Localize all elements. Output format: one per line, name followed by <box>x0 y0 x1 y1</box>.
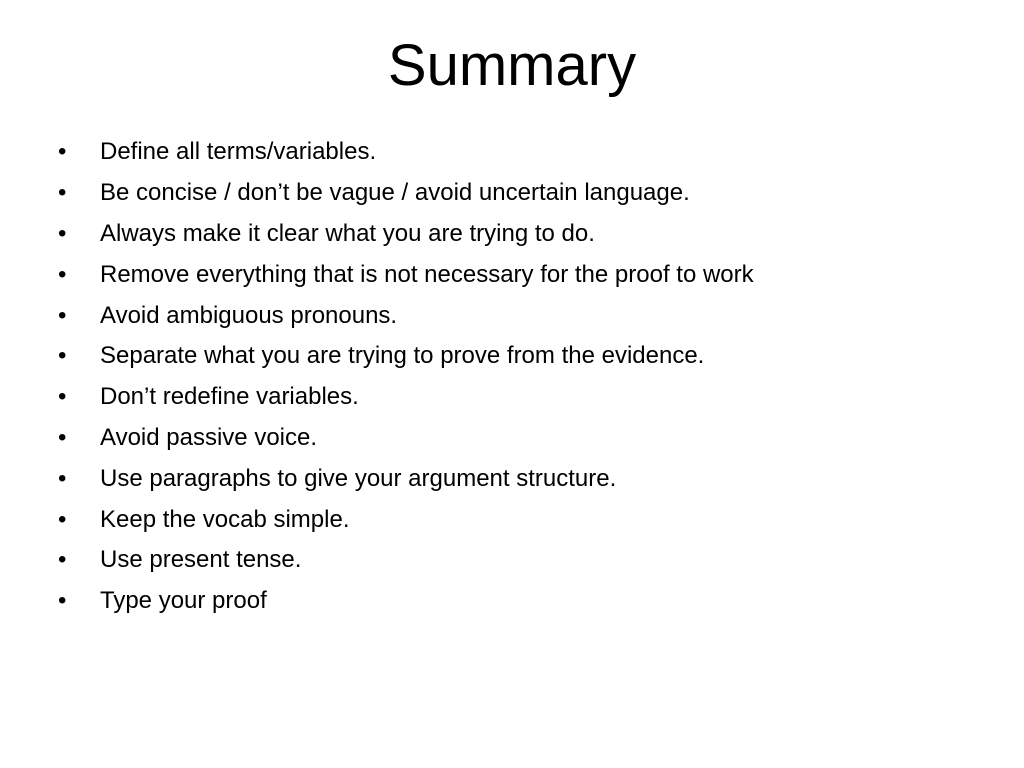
bullet-text: Avoid passive voice. <box>100 423 318 451</box>
bullet-item <box>58 132 988 173</box>
bullet-item <box>58 418 988 459</box>
bullet-text: Avoid ambiguous pronouns. <box>100 301 398 329</box>
bullet-item <box>58 581 988 622</box>
bullet-icon: • <box>58 138 67 166</box>
bullet-text: Be concise / don’t be vague / avoid uncertain language. <box>100 179 690 207</box>
bullet-icon: • <box>58 464 67 492</box>
bullet-item <box>58 336 988 377</box>
bullet-text: Keep the vocab simple. <box>100 505 350 533</box>
bullet-text: Remove everything that is not necessary for the proof to work <box>100 260 754 288</box>
bullet-icon: • <box>58 546 67 574</box>
bullet-icon: • <box>58 260 67 288</box>
bullet-icon: • <box>58 587 67 615</box>
bullet-icon: • <box>58 423 67 451</box>
bullet-text: Use paragraphs to give your argument structure. <box>100 464 617 492</box>
bullet-text: Separate what you are trying to prove from the evidence. <box>100 342 705 370</box>
bullet-icon: • <box>58 301 67 329</box>
bullet-text: Always make it clear what you are trying to do. <box>100 219 595 247</box>
bullet-item <box>58 499 988 540</box>
bullet-icon: • <box>58 383 67 411</box>
bullet-item <box>58 254 988 295</box>
bullet-text: Type your proof <box>100 587 267 615</box>
bullet-item <box>58 173 988 214</box>
bullet-item <box>58 295 988 336</box>
bullet-icon: • <box>58 219 67 247</box>
slide-title: Summary <box>387 33 637 98</box>
bullet-text: Don’t redefine variables. <box>100 383 359 411</box>
bullet-item <box>58 540 988 581</box>
bullet-text: Define all terms/variables. <box>100 138 377 166</box>
bullet-list <box>58 132 988 622</box>
bullet-icon: • <box>58 342 67 370</box>
bullet-text: Use present tense. <box>100 546 302 574</box>
bullet-item <box>58 214 988 255</box>
bullet-item <box>58 458 988 499</box>
bullet-icon: • <box>58 505 67 533</box>
bullet-icon: • <box>58 179 67 207</box>
bullet-item <box>58 377 988 418</box>
